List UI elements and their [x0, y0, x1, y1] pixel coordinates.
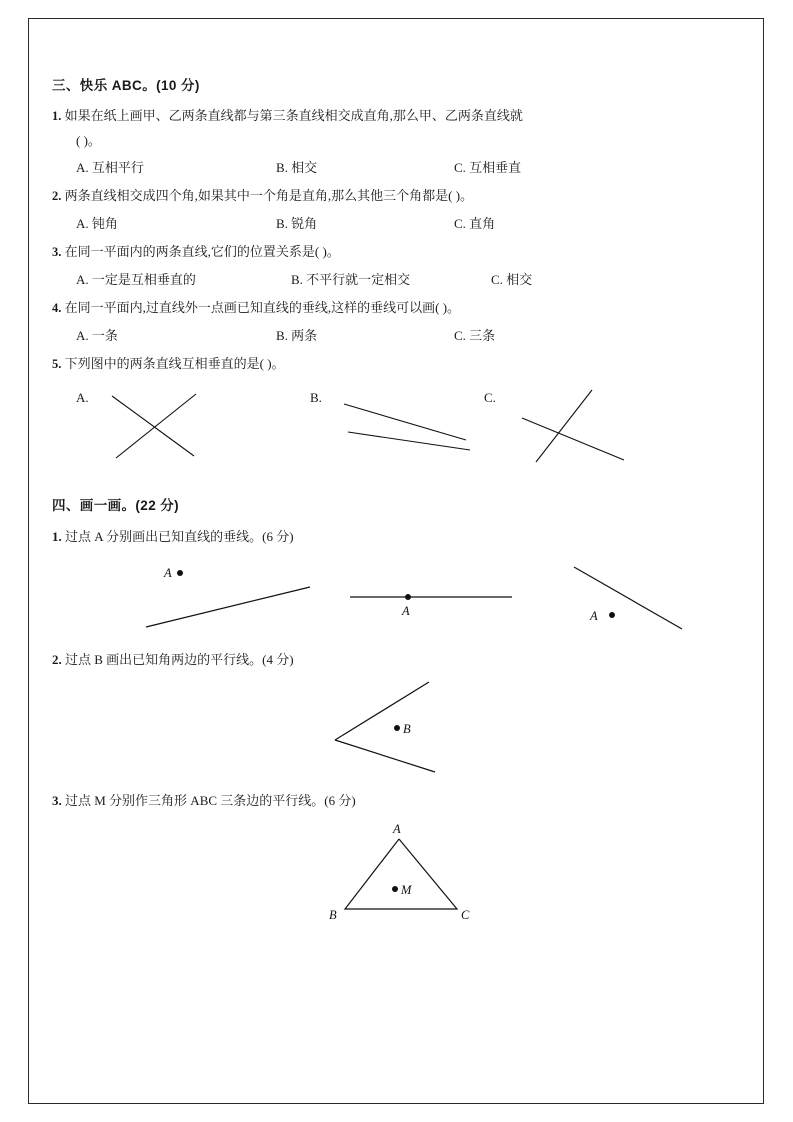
question-number: 1. — [52, 529, 62, 545]
question-number: 2. — [52, 189, 62, 204]
question-text: 过点 M 分别作三角形 ABC 三条边的平行线。(6 分) — [65, 793, 356, 809]
svg-text:A: A — [590, 609, 598, 624]
figure-triangle-abc-point-m — [317, 821, 537, 941]
svg-text:A: A — [393, 822, 401, 837]
question-3-2 — [52, 186, 742, 206]
question-number: 2. — [52, 652, 62, 668]
options-3-3 — [52, 269, 742, 288]
figure-label-a: A. — [76, 390, 89, 406]
question-4-2 — [52, 649, 742, 668]
question-3-3 — [52, 242, 742, 262]
option-b[interactable]: B. 锐角 — [276, 216, 318, 231]
figure-point-a-line-1 — [130, 557, 350, 647]
page-content — [52, 74, 742, 943]
question-number: 3. — [52, 245, 62, 259]
option-a[interactable]: A. 互相平行 — [76, 160, 144, 176]
figure-label-c: C. — [484, 390, 496, 406]
draw-area-4-1[interactable] — [52, 549, 742, 649]
option-a[interactable]: A. 一条 — [76, 327, 118, 343]
figure-angle-point-b — [317, 678, 517, 788]
svg-text:B: B — [329, 908, 337, 923]
figure-c-intersecting-lines — [512, 386, 652, 468]
question-text: 两条直线相交成四个角,如果其中一个角是直角,那么其他三个角都是( )。 — [64, 188, 474, 204]
question-text: 如果在纸上画甲、乙两条直线都与第三条直线相交成直角,那么甲、乙两条直线就 — [64, 108, 523, 123]
question-text: 下列图中的两条直线互相垂直的是( )。 — [64, 355, 285, 371]
question-number: 5. — [52, 356, 62, 371]
svg-text:M: M — [401, 883, 412, 898]
question-4-1 — [52, 526, 742, 545]
svg-text:A: A — [402, 604, 410, 619]
option-b[interactable]: B. 两条 — [276, 327, 318, 343]
section-heading-three: 三、快乐 ABC。(10 分) — [52, 78, 200, 93]
section-heading-four: 四、画一画。(22 分) — [52, 498, 180, 514]
question-number: 1. — [52, 109, 62, 123]
option-c[interactable]: C. 三条 — [454, 327, 496, 343]
draw-area-4-3[interactable] — [52, 813, 742, 943]
figure-point-a-line-2 — [342, 557, 542, 647]
options-3-1 — [52, 157, 742, 176]
question-3-5 — [52, 354, 742, 374]
figure-a-crossed-lines — [104, 388, 224, 468]
question-text: 过点 A 分别画出已知直线的垂线。(6 分) — [65, 529, 294, 545]
figure-point-a-line-3 — [552, 553, 732, 643]
option-c[interactable]: C. 互相垂直 — [454, 160, 522, 176]
question-number: 4. — [52, 300, 62, 315]
question-3-1 — [52, 106, 742, 126]
svg-text:A: A — [164, 566, 172, 581]
question-text: 在同一平面内,过直线外一点画已知直线的垂线,这样的垂线可以画( )。 — [64, 299, 461, 315]
option-b[interactable]: B. 不平行就一定相交 — [291, 271, 411, 287]
options-3-4 — [52, 325, 742, 344]
question-text: 过点 B 画出已知角两边的平行线。(4 分) — [65, 652, 294, 668]
option-c[interactable]: C. 相交 — [491, 271, 533, 287]
question-3-1-cont: ( )。 — [76, 132, 101, 148]
draw-area-4-2[interactable] — [52, 672, 742, 790]
question-number: 3. — [52, 793, 62, 809]
figure-label-b: B. — [310, 390, 322, 406]
question-3-4 — [52, 298, 742, 318]
figures-3-5 — [52, 380, 742, 472]
option-a[interactable]: A. 钝角 — [76, 216, 118, 231]
question-text: 在同一平面内的两条直线,它们的位置关系是( )。 — [64, 244, 340, 259]
option-a[interactable]: A. 一定是互相垂直的 — [76, 271, 196, 287]
option-c[interactable]: C. 直角 — [454, 216, 496, 231]
svg-text:C: C — [461, 908, 470, 923]
options-3-2 — [52, 213, 742, 232]
svg-text:B: B — [403, 722, 411, 737]
question-4-3 — [52, 790, 742, 809]
figure-b-near-parallel-lines — [338, 388, 488, 468]
option-b[interactable]: B. 相交 — [276, 160, 318, 176]
